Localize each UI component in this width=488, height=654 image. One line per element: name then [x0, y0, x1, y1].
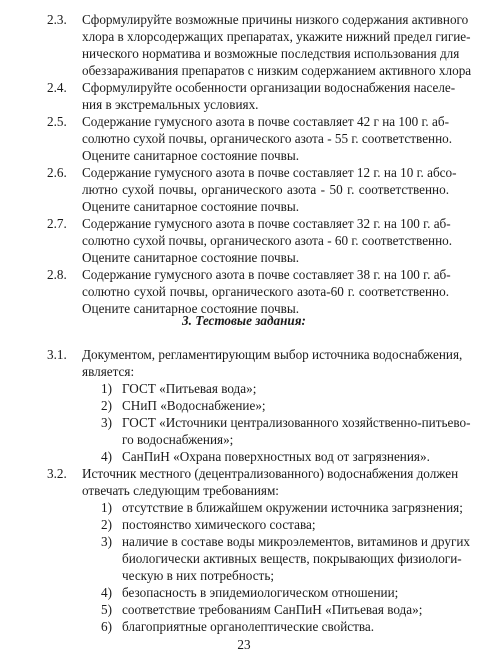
item-text: Сформулируйте особенности организации водоснабжения населе- — [82, 80, 456, 95]
option-number: 2) — [101, 398, 112, 413]
option-text: СанПиН «Охрана поверхностных вод от загрязнения». — [122, 449, 430, 464]
option-3-2-1 — [0, 499, 488, 516]
option-number: 1) — [101, 381, 112, 396]
item-2-7-line-2 — [0, 232, 488, 249]
item-2-5-line-1 — [0, 113, 488, 130]
question-3-2-line-2 — [0, 482, 488, 499]
option-text: ГОСТ «Источники централизованного хозяйственно-питьево- — [122, 415, 471, 430]
option-text: наличие в составе воды микроэлементов, витаминов и других — [122, 534, 471, 549]
option-text: благоприятные органолептические свойства. — [122, 619, 375, 634]
item-text: Оцените санитарное состояние почвы. — [82, 301, 299, 316]
item-text: хлора в хлорсодержащих препаратах, укажите нижний предел гигие- — [82, 29, 471, 44]
item-2-6-line-3 — [0, 198, 488, 215]
option-number: 6) — [101, 619, 112, 634]
item-text: солютно сухой почвы, органического азота - 60 г. соответственно. — [82, 233, 453, 248]
item-2-3-line-4 — [0, 62, 488, 79]
option-number: 4) — [101, 449, 112, 464]
item-2-7-line-1 — [0, 215, 488, 232]
question-3-1-line-1 — [0, 346, 488, 363]
item-2-3-line-1 — [0, 11, 488, 28]
item-text: Содержание гумусного азота в почве составляет 32 г. на 100 г. аб- — [82, 216, 451, 231]
option-text: биологически активных веществ, покрывающих физиологи- — [122, 551, 462, 566]
option-text: постоянство химического состава; — [122, 517, 316, 532]
item-text: нического норматива и возможные последствия использования для — [82, 46, 460, 61]
item-number: 2.4. — [47, 80, 67, 95]
item-text: солютно сухой почвы, органического азота - 55 г. соответственно. — [82, 131, 453, 146]
item-2-4-line-1 — [0, 79, 488, 96]
option-text: безопасность в эпидемиологическом отношении; — [122, 585, 399, 600]
item-2-5-line-2 — [0, 130, 488, 147]
option-text: ГОСТ «Питьевая вода»; — [122, 381, 257, 396]
item-2-6-line-2 — [0, 181, 488, 198]
option-number: 5) — [101, 602, 112, 617]
item-text: Содержание гумусного азота в почве составляет 42 г на 100 г. аб- — [82, 114, 449, 129]
item-2-3-line-3 — [0, 45, 488, 62]
item-text: Сформулируйте возможные причины низкого содержания активного — [82, 12, 469, 27]
option-text: соответствие требованиям СанПиН «Питьевая вода»; — [122, 602, 423, 617]
option-3-1-4 — [0, 448, 488, 465]
item-number: 2.6. — [47, 165, 67, 180]
item-2-3-line-2 — [0, 28, 488, 45]
item-2-7-line-3 — [0, 249, 488, 266]
item-number: 2.5. — [47, 114, 67, 129]
item-text: ния в экстремальных условиях. — [82, 97, 259, 112]
question-text: Документом, регламентирующим выбор источника водоснабжения, — [82, 347, 463, 362]
item-text: солютно сухой почвы, органического азота-60 г. соответственно. — [82, 284, 449, 299]
question-text: отвечать следующим требованиям: — [82, 483, 279, 498]
item-number: 2.3. — [47, 12, 67, 27]
question-3-2-line-1 — [0, 465, 488, 482]
option-number: 4) — [101, 585, 112, 600]
item-text: Содержание гумусного азота в почве составляет 38 г. на 100 г. аб- — [82, 267, 451, 282]
option-text: отсутствие в ближайшем окружении источника загрязнения; — [122, 500, 463, 515]
item-text: Содержание гумусного азота в почве составляет 12 г. на 10 г. абсо- — [82, 165, 457, 180]
option-number: 1) — [101, 500, 112, 515]
option-number: 2) — [101, 517, 112, 532]
item-text: лютно сухой почвы, органического азота - 50 г. соответственно. — [82, 182, 449, 197]
option-3-1-2 — [0, 397, 488, 414]
option-text: ческую в них потребность; — [122, 568, 274, 583]
page-number: 23 — [237, 637, 251, 652]
item-number: 2.7. — [47, 216, 67, 231]
option-number: 3) — [101, 415, 112, 430]
item-2-8-line-1 — [0, 266, 488, 283]
option-3-2-5 — [0, 601, 488, 618]
option-text: СНиП «Водоснабжение»; — [122, 398, 266, 413]
option-3-1-3 — [0, 414, 488, 431]
option-3-2-2 — [0, 516, 488, 533]
item-2-4-line-2 — [0, 96, 488, 113]
item-text: Оцените санитарное состояние почвы. — [82, 148, 299, 163]
question-3-1-line-2 — [0, 363, 488, 380]
section-heading: 3. Тестовые задания: — [182, 313, 306, 328]
option-3-2-3-cont-2 — [0, 567, 488, 584]
item-number: 2.8. — [47, 267, 67, 282]
item-text: Оцените санитарное состояние почвы. — [82, 199, 299, 214]
question-number: 3.2. — [47, 466, 67, 481]
option-3-2-3 — [0, 533, 488, 550]
item-2-8-line-2 — [0, 283, 488, 300]
option-3-2-3-cont-1 — [0, 550, 488, 567]
option-3-1-3-cont — [0, 431, 488, 448]
option-3-2-4 — [0, 584, 488, 601]
question-text: является: — [82, 364, 135, 379]
option-3-2-6 — [0, 618, 488, 635]
question-number: 3.1. — [47, 347, 67, 362]
option-3-1-1 — [0, 380, 488, 397]
question-text: Источник местного (децентрализованного) водоснабжения должен — [82, 466, 459, 481]
item-2-6-line-1 — [0, 164, 488, 181]
option-number: 3) — [101, 534, 112, 549]
item-2-5-line-3 — [0, 147, 488, 164]
item-text: Оцените санитарное состояние почвы. — [82, 250, 299, 265]
item-text: обеззараживания препаратов с низким содержанием активного хлора — [82, 63, 472, 78]
option-text: го водоснабжения»; — [122, 432, 234, 447]
